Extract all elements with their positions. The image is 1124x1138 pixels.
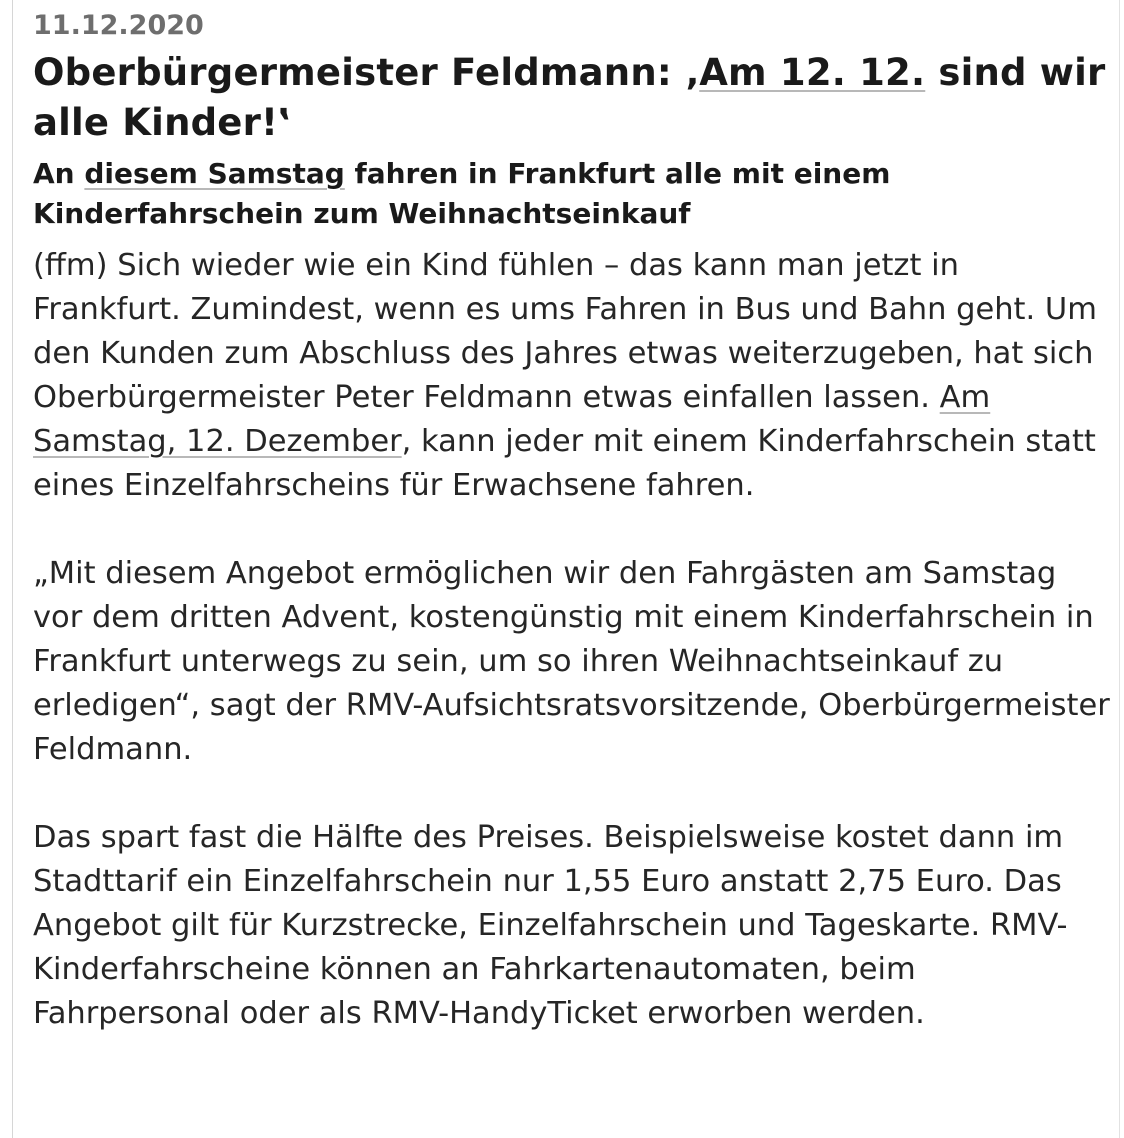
paragraph-quote: „Mit diesem Angebot ermöglichen wir den Fahrgästen am Samstag vor dem dritten Advent, kostengünstig mit einem Kinderfahrschein in Frankfurt unterwegs zu sein, um so ihren Weihnachtseinkauf zu erledigen“, sagt der RMV-Aufsichtsratsvorsitzende, Oberbürgermeister Feldmann.: [33, 556, 1110, 767]
subheadline-date-link[interactable]: diesem Samstag: [84, 157, 345, 190]
left-border-line: [12, 0, 13, 1138]
paragraph-intro-start: (ffm) Sich wieder wie ein Kind fühlen – das kann man jetzt in Frankfurt. Zumindest, wenn es ums Fahren in Bus und Bahn geht. Um den Kunden zum Abschluss des Jahres etwas weiterzugeben, hat sich Oberbürgermeister Peter Feldmann etwas einfallen lassen.: [33, 248, 1097, 415]
subheadline: [33, 154, 1113, 234]
headline: [33, 48, 1113, 148]
headline-date-link[interactable]: Am 12. 12.: [699, 51, 926, 94]
headline-text-end: sind wir alle Kinder!‛: [33, 51, 1106, 144]
paragraph-intro: [33, 244, 1113, 508]
article-date: 11.12.2020: [33, 10, 204, 41]
article: [33, 6, 1113, 1036]
paragraph-date-link[interactable]: Am Samstag, 12. Dezember: [33, 380, 991, 459]
subheadline-text-end: fahren in Frankfurt alle mit einem Kinderfahrschein zum Weihnachtseinkauf: [33, 157, 891, 230]
subheadline-text-start: An: [33, 157, 85, 190]
paragraph-prices: Das spart fast die Hälfte des Preises. Beispielsweise kostet dann im Stadttarif ein Einzelfahrschein nur 1,55 Euro anstatt 2,75 Euro. Das Angebot gilt für Kurzstrecke, Einzelfahrschein und Tageskarte. RMV-Kinderfahrscheine können an Fahrkartenautomaten, beim Fahrpersonal oder als RMV-HandyTicket erworben werden.: [33, 820, 1068, 1031]
paragraph-intro-end: , kann jeder mit einem Kinderfahrschein statt eines Einzelfahrscheins für Erwachsene fahren.: [33, 424, 1096, 503]
right-border-line: [1119, 0, 1120, 1138]
headline-text-start: Oberbürgermeister Feldmann: ‚: [33, 51, 700, 94]
